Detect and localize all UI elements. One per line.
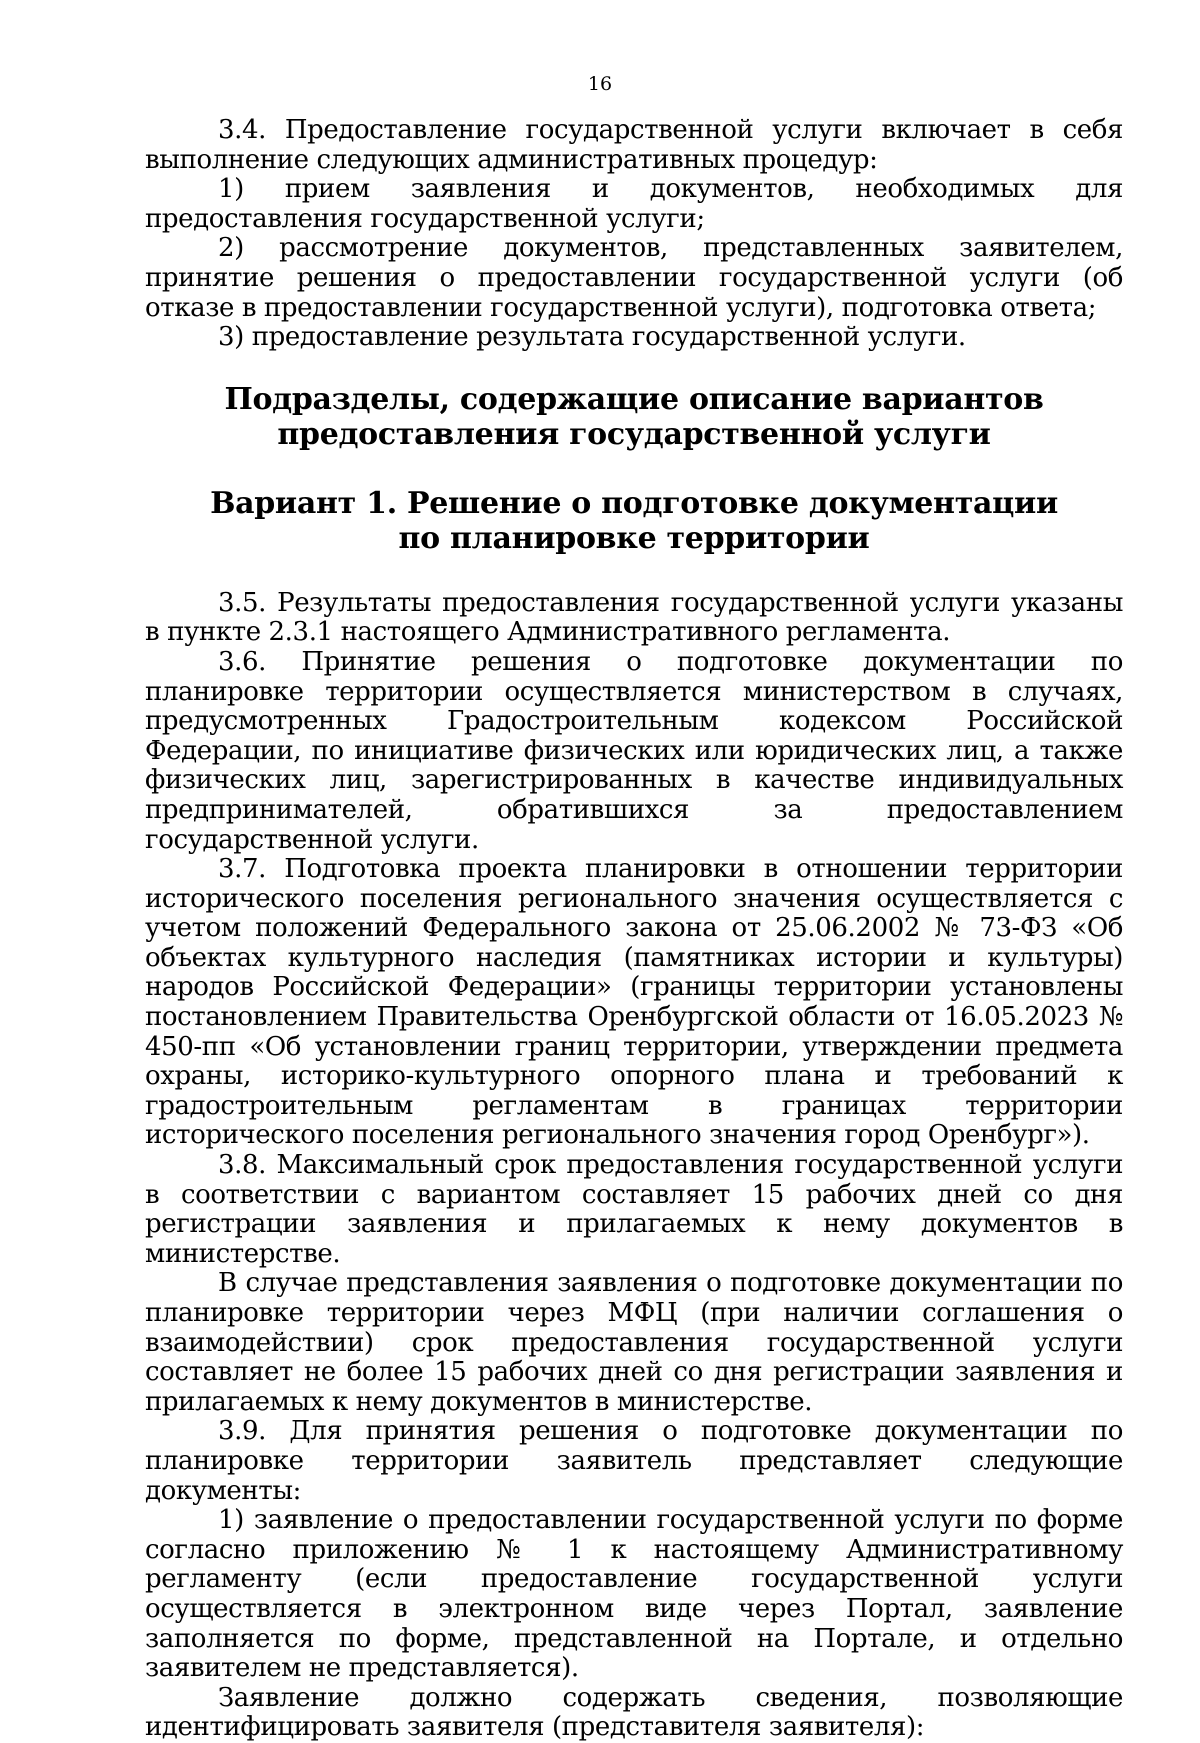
paragraph-3-7: 3.7. Подготовка проекта планировки в отношении территории исторического поселения регионального значения осуществляется с учетом положений Федерального закона от 25.06.2002 № 73-ФЗ «Об объектах культурного наследия (памятниках истории и культуры) народов Российской Федерации» (границы территории установлены постановлением Правительства Оренбургской области от 16.05.2023 № 450-пп «Об установлении границ территории, утверждении предмета охраны, историко-культурного опорного плана и требований к градостроительным регламентам в границах территории исторического поселения регионального значения город Оренбург»).: [145, 854, 1123, 1151]
document-list-item-1: 1) заявление о предоставлении государственной услуги по форме согласно приложению № 1 к настоящему Административному регламенту (если предоставление государственной услуги осуществляется в электронном виде через Портал, заявление заполняется по форме, представленной на Портале, и отдельно заявителем не представляется).: [145, 1505, 1123, 1684]
document-body: [145, 116, 1123, 1743]
paragraph-3-5: 3.5. Результаты предоставления государственной услуги указаны в пункте 2.3.1 настоящего Административного регламента.: [145, 587, 1123, 648]
list-item-2: 2) рассмотрение документов, представленных заявителем, принятие решения о предоставлении государственной услуги (об отказе в предоставлении государственной услуги), подготовка ответа;: [145, 233, 1123, 323]
paragraph-application-content: Заявление должно содержать сведения, позволяющие идентифицировать заявителя (представителя заявителя):: [145, 1682, 1123, 1743]
variant-heading: Вариант 1. Решение о подготовке документации по планировке территории: [210, 485, 1058, 556]
paragraph-3-4: 3.4. Предоставление государственной услуги включает в себя выполнение следующих административных процедур:: [145, 115, 1123, 175]
page-number: 16: [587, 73, 613, 95]
list-item-1: 1) прием заявления и документов, необходимых для предоставления государственной услуги;: [145, 174, 1123, 234]
section-heading: Подразделы, содержащие описание вариантов предоставления государственной услуги: [224, 381, 1044, 452]
paragraph-3-6: 3.6. Принятие решения о подготовке документации по планировке территории осуществляется министерством в случаях, предусмотренных Градостроительным кодексом Российской Федерации, по инициативе физических или юридических лиц, а также физических лиц, зарегистрированных в качестве индивидуальных предпринимателей, обратившихся за предоставлением государственной услуги.: [145, 646, 1123, 855]
list-item-3: 3) предоставление результата государственной услуги.: [218, 322, 966, 353]
paragraph-3-8: 3.8. Максимальный срок предоставления государственной услуги в соответствии с вариантом составляет 15 рабочих дней со дня регистрации заявления и прилагаемых к нему документов в министерстве.: [145, 1150, 1123, 1269]
paragraph-mfc-term: В случае представления заявления о подготовке документации по планировке территории через МФЦ (при наличии соглашения о взаимодействии) срок предоставления государственной услуги составляет не более 15 рабочих дней со дня регистрации заявления и прилагаемых к нему документов в министерстве.: [145, 1268, 1123, 1417]
paragraph-3-9: 3.9. Для принятия решения о подготовке документации по планировке территории заявитель представляет следующие документы:: [145, 1416, 1123, 1506]
